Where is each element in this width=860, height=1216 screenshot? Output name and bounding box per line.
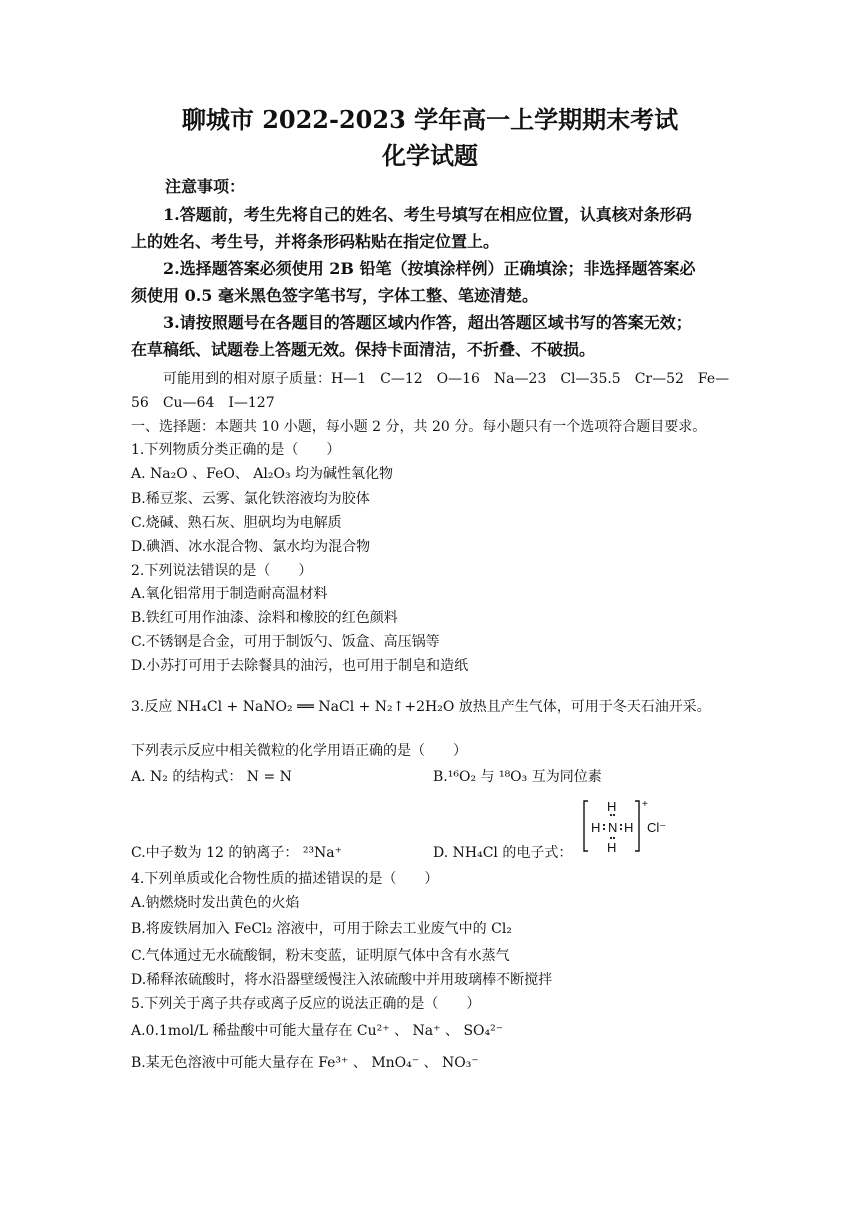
q4-option-a: A.钠燃烧时发出黄色的火焰 (131, 895, 300, 911)
q1-option-a: A. Na₂O 、FeO、 Al₂O₃ 均为碱性氧化物 (131, 466, 394, 482)
exam-subject-title: 化学试题 (382, 141, 478, 170)
left-bracket (584, 801, 588, 851)
q2-option-c: C.不锈钢是合金，可用于制饭勺、饭盒、高压锅等 (131, 634, 440, 650)
electron-dot (610, 814, 612, 816)
lewis-h-bottom: H (607, 840, 617, 855)
electron-dot (613, 814, 615, 816)
q2-option-d: D.小苏打可用于去除餐具的油污，也可用于制皂和造纸 (131, 658, 469, 674)
q3-stem-2: 下列表示反应中相关微粒的化学用语正确的是（ ） (131, 743, 467, 759)
q1-stem: 1.下列物质分类正确的是（ ） (131, 442, 341, 458)
electron-dot (620, 828, 622, 830)
q5-stem: 5.下列关于离子共存或离子反应的说法正确的是（ ） (131, 996, 481, 1012)
section-header: 一、选择题：本题共 10 小题，每小题 2 分，共 20 分。每小题只有一个选项符合题目要求。 (131, 419, 707, 435)
electron-dot (613, 837, 615, 839)
q3-option-d: D. NH₄Cl 的电子式： (433, 845, 573, 861)
nh4cl-lewis-structure (583, 797, 675, 855)
q5-option-a: A.0.1mol/L 稀盐酸中可能大量存在 Cu²⁺ 、 Na⁺ 、 SO₄²⁻ (131, 1023, 504, 1039)
lewis-h-top: H (607, 799, 617, 814)
notice-item-3b: 在草稿纸、试题卷上答题无效。保持卡面清洁，不折叠、不破损。 (131, 340, 596, 359)
q4-option-d: D.稀释浓硫酸时，将水沿器壁缓慢注入浓硫酸中并用玻璃棒不断搅拌 (131, 972, 553, 988)
q3-stem: 3.反应 NH₄Cl + NaNO₂ ══ NaCl + N₂↑+2H₂O 放热且产生气体，可用于冬天石油开采。 (131, 699, 711, 715)
q1-option-b: B.稀豆浆、云雾、氯化铁溶液均为胶体 (131, 491, 370, 507)
notice-item-1b: 上的姓名、考生号，并将条形码粘贴在指定位置上。 (131, 232, 500, 251)
lewis-h-left: H (591, 820, 601, 835)
q2-option-b: B.铁红可用作油漆、涂料和橡胶的红色颜料 (131, 610, 398, 626)
atomic-masses-line1: 可能用到的相对原子质量：H—1 C—12 O—16 Na—23 Cl—35.5 Cr—52 Fe— (163, 371, 730, 387)
notice-item-2a: 2.选择题答案必须使用 2B 铅笔（按填涂样例）正确填涂；非选择题答案必 (163, 259, 696, 278)
q1-option-d: D.碘酒、冰水混合物、氯水均为混合物 (131, 539, 371, 555)
q2-option-a: A.氧化铝常用于制造耐高温材料 (131, 586, 328, 602)
notice-heading: 注意事项： (165, 177, 246, 196)
notice-item-3a: 3.请按照题号在各题目的答题区域内作答，超出答题区域书写的答案无效； (163, 313, 692, 332)
q4-stem: 4.下列单质或化合物性质的描述错误的是（ ） (131, 871, 439, 887)
q3-option-c: C.中子数为 12 的钠离子： ²³Na⁺ (131, 845, 343, 861)
right-bracket (635, 801, 639, 851)
electron-dot (610, 837, 612, 839)
q2-stem: 2.下列说法错误的是（ ） (131, 563, 313, 579)
notice-item-2b: 须使用 0.5 毫米黑色签字笔书写，字体工整、笔迹清楚。 (131, 286, 538, 305)
q4-option-c: C.气体通过无水硫酸铜，粉末变蓝，证明原气体中含有水蒸气 (131, 948, 510, 964)
lewis-h-right: H (624, 820, 634, 835)
lewis-n-center: N (608, 820, 618, 835)
lewis-chloride: Cl⁻ (647, 820, 667, 835)
q3-option-b: B.¹⁶O₂ 与 ¹⁸O₃ 互为同位素 (433, 769, 602, 785)
electron-dot (603, 828, 605, 830)
notice-item-1a: 1.答题前，考生先将自己的姓名、考生号填写在相应位置，认真核对条形码 (163, 205, 692, 224)
exam-title: 聊城市 2022-2023 学年高一上学期期末考试 (181, 105, 679, 134)
atomic-masses-line2: 56 Cu—64 I—127 (131, 395, 275, 411)
electron-dot (620, 824, 622, 826)
q5-option-b: B.某无色溶液中可能大量存在 Fe³⁺ 、 MnO₄⁻ 、 NO₃⁻ (131, 1055, 479, 1071)
lewis-charge-plus: + (642, 799, 648, 810)
q3-option-a: A. N₂ 的结构式： N = N (131, 769, 292, 785)
q1-option-c: C.烧碱、熟石灰、胆矾均为电解质 (131, 515, 342, 531)
electron-dot (603, 824, 605, 826)
q4-option-b: B.将废铁屑加入 FeCl₂ 溶液中，可用于除去工业废气中的 Cl₂ (131, 921, 512, 937)
